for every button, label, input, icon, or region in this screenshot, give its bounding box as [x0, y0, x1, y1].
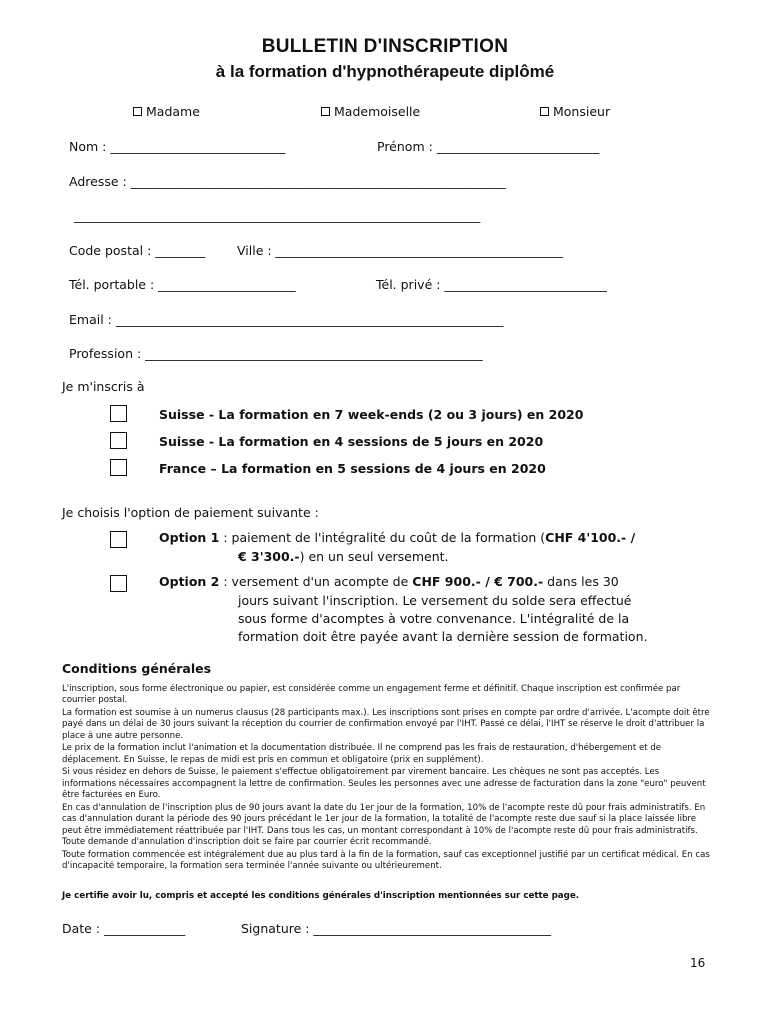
payment-option-1-line2: € 3'300.-) en un seul versement.	[238, 549, 449, 564]
date-field[interactable]: Date : _____________	[62, 921, 186, 936]
tel-prive-field[interactable]: Tél. privé : __________________________	[376, 277, 607, 292]
conditions-body	[62, 684, 712, 874]
inscription-option-3: France – La formation en 5 sessions de 4 jours en 2020	[159, 461, 546, 476]
checkbox-icon[interactable]	[540, 107, 549, 116]
option-1-price-chf: CHF 4'100.- /	[545, 530, 636, 545]
document-subtitle: à la formation d'hypnothérapeute diplômé	[215, 62, 555, 81]
tel-portable-field[interactable]: Tél. portable : ______________________	[69, 277, 296, 292]
checkbox-icon[interactable]	[321, 107, 330, 116]
adresse-line-2[interactable]: _________________________________________________________________	[74, 208, 481, 223]
civility-madame[interactable]: Madame	[133, 104, 200, 119]
payment-checkbox-1[interactable]	[110, 531, 127, 548]
adresse-field[interactable]: Adresse : ____________________________________________________________	[69, 174, 506, 189]
inscription-label: Je m'inscris à	[62, 379, 145, 394]
inscription-option-2: Suisse - La formation en 4 sessions de 5 jours en 2020	[159, 434, 544, 449]
code-postal-field[interactable]: Code postal : ________	[69, 243, 206, 258]
payment-option-2-line2: jours suivant l'inscription. Le versement du solde sera effectué	[238, 593, 632, 608]
conditions-paragraph: Si vous résidez en dehors de Suisse, le paiement s'effectue obligatoirement par virement bancaire. Les chèques ne sont pas acceptés. Les informations nécessaires accompagnent la lettre de confirmation. Seules les personnes avec une adresse de facturation dans la zone "euro" peuvent être facturées en Euro.	[62, 767, 706, 801]
conditions-paragraph: La formation est soumise à un numerus clausus (28 participants max.). Les inscriptions sont prises en compte par ordre d'arrivée. L'acompte doit être payé dans un délai de 30 jours suivant la réception du courrier de confirmation envoyé par l'IHT. Passé ce délai, l'IHT se réserve le droit d'attribuer la place à une autre personne.	[62, 708, 710, 741]
conditions-paragraph: Toute formation commencée est intégralement due au plus tard à la fin de la formation, sauf cas exceptionnel justifié par un certificat médical. En cas d'incapacité temporaire, la formation sera terminée l'année suivante ou ultérieurement.	[62, 849, 710, 872]
profession-field[interactable]: Profession : ______________________________________________________	[69, 346, 483, 361]
ville-field[interactable]: Ville : ______________________________________________	[237, 243, 564, 258]
inscription-option-1: Suisse - La formation en 7 week-ends (2 ou 3 jours) en 2020	[159, 407, 584, 422]
checkbox-icon[interactable]	[133, 107, 142, 116]
civility-mademoiselle[interactable]: Mademoiselle	[321, 104, 420, 119]
document-title: BULLETIN D'INSCRIPTION	[261, 36, 509, 57]
conditions-paragraph: Le prix de la formation inclut l'animation et la documentation distribuée. Il ne comprend pas les frais de restauration, d'hébergement et de déplacement. En Suisse, le repas de midi est pris en commun et obligatoire (prix en supplément).	[62, 743, 662, 765]
conditions-paragraph: En cas d'annulation de l'inscription plus de 90 jours avant la date du 1er jour de la formation, 10% de l'acompte reste dû pour frais administratifs. En cas d'annulation durant la période des 90 jours précédant le 1er jour de la formation, la totalité de l'acompte reste due sauf si la place laissée libre peut être immédiatement réattribuée par l'IHT. Dans tous les cas, un montant correspondant à 10% de l'acompte reste dû pour frais administratifs. Toute demande d'annulation d'inscription doit se faire par courrier écrit recommandé.	[62, 802, 706, 848]
option-1-price-eur: € 3'300.-	[238, 549, 300, 564]
payment-label: Je choisis l'option de paiement suivante :	[62, 505, 319, 520]
nom-field[interactable]: Nom : ____________________________	[69, 139, 286, 154]
inscription-checkbox-2[interactable]	[110, 432, 127, 449]
payment-checkbox-2[interactable]	[110, 575, 127, 592]
conditions-paragraph: L'inscription, sous forme électronique ou papier, est considérée comme un engagement ferme et définitif. Chaque inscription est confirmée par courrier postal.	[62, 684, 681, 706]
payment-option-2-line3: sous forme d'acomptes à votre convenance. L'intégralité de la	[238, 611, 630, 626]
civility-monsieur[interactable]: Monsieur	[540, 104, 610, 119]
inscription-checkbox-3[interactable]	[110, 459, 127, 476]
email-field[interactable]: Email : ______________________________________________________________	[69, 312, 504, 327]
conditions-title: Conditions générales	[62, 661, 212, 676]
option-1-name: Option 1	[159, 530, 220, 545]
signature-field[interactable]: Signature : ______________________________________	[241, 921, 551, 936]
inscription-checkbox-1[interactable]	[110, 405, 127, 422]
page-number: 16	[690, 956, 706, 970]
option-2-price: CHF 900.- / € 700.-	[412, 574, 544, 589]
certify-statement: Je certifie avoir lu, compris et accepté les conditions générales d'inscription mentionnées sur cette page.	[62, 891, 580, 901]
prenom-field[interactable]: Prénom : __________________________	[377, 139, 600, 154]
payment-option-2-line4: formation doit être payée avant la dernière session de formation.	[238, 629, 648, 644]
payment-option-1: Option 1 : paiement de l'intégralité du coût de la formation (CHF 4'100.- /	[159, 530, 636, 545]
option-2-name: Option 2	[159, 574, 220, 589]
payment-option-2: Option 2 : versement d'un acompte de CHF 900.- / € 700.- dans les 30	[159, 574, 619, 589]
